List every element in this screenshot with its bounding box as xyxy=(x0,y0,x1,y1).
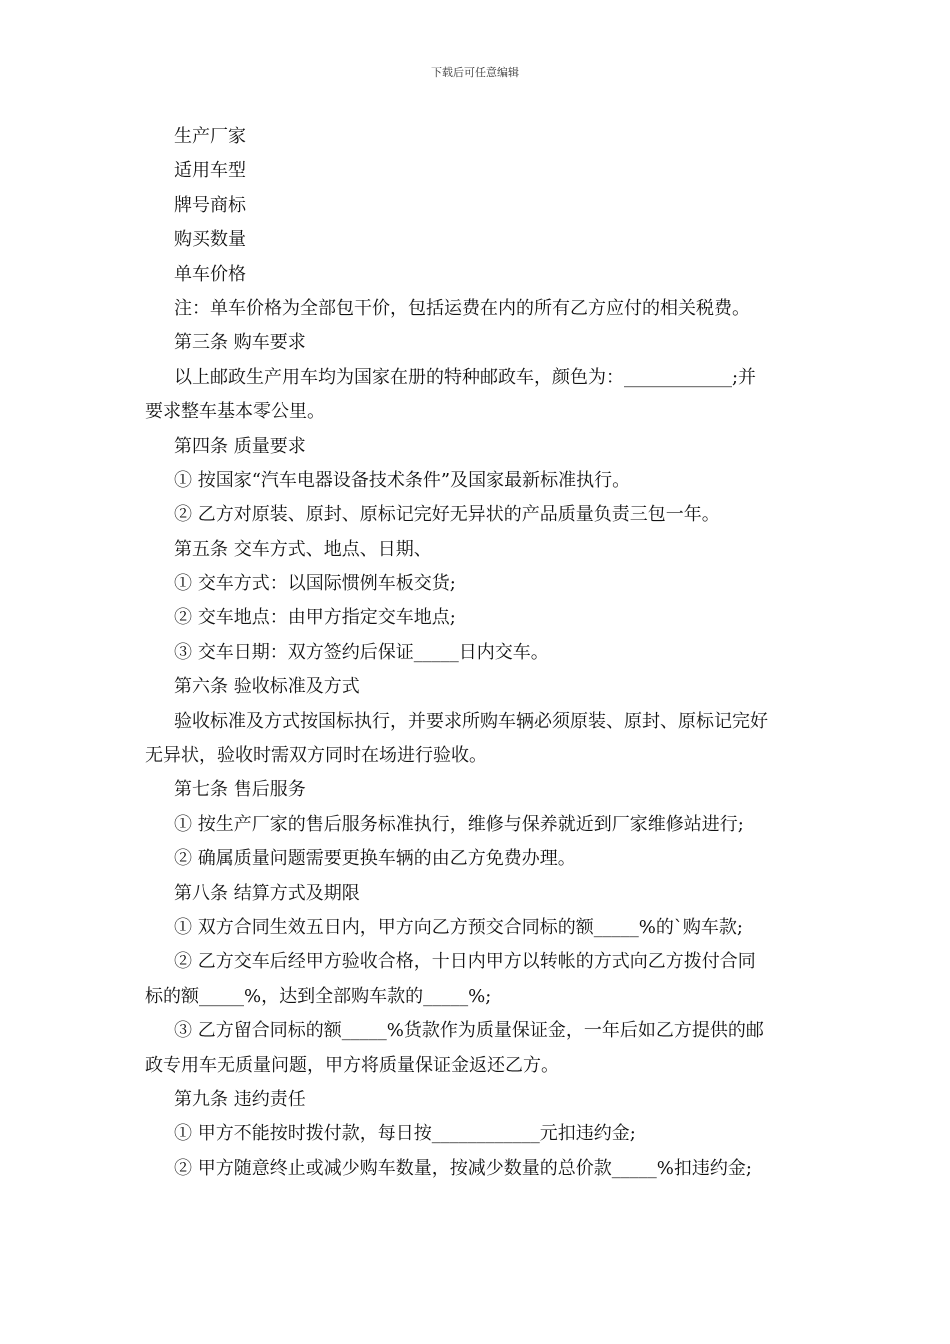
paragraph-line: 适用车型 xyxy=(174,160,246,182)
paragraph-line: ② 乙方交车后经甲方验收合格，十日内甲方以转帐的方式向乙方拨付合同 xyxy=(174,951,756,973)
paragraph-line: 以上邮政生产用车均为国家在册的特种邮政车，颜色为：____________;并 xyxy=(174,366,757,388)
paragraph-line: 第八条 结算方式及期限 xyxy=(174,882,360,904)
paragraph-line: ② 交车地点：由甲方指定交车地点; xyxy=(174,607,456,629)
paragraph-line: ① 按生产厂家的售后服务标准执行，维修与保养就近到厂家维修站进行; xyxy=(174,813,744,835)
paragraph-line: 第七条 售后服务 xyxy=(174,779,306,801)
paragraph-line: 生产厂家 xyxy=(174,126,246,147)
paragraph-line: ③ 乙方留合同标的额_____%货款作为质量保证金，一年后如乙方提供的邮 xyxy=(174,1020,764,1042)
paragraph-line: 第九条 违约责任 xyxy=(174,1088,306,1110)
paragraph-line: ② 确属质量问题需要更换车辆的由乙方免费办理。 xyxy=(174,848,576,870)
paragraph-line: ② 甲方随意终止或减少购车数量，按减少数量的总价款_____%扣违约金; xyxy=(174,1157,752,1179)
paragraph-line: ① 双方合同生效五日内，甲方向乙方预交合同标的额_____%的`购车款; xyxy=(174,916,743,938)
paragraph-line: ② 乙方对原装、原封、原标记完好无异状的产品质量负责三包一年。 xyxy=(174,504,720,526)
paragraph-line: 单车价格 xyxy=(174,263,246,285)
paragraph-line: 注：单车价格为全部包干价，包括运费在内的所有乙方应付的相关税费。 xyxy=(174,297,750,319)
paragraph-line: 标的额_____%，达到全部购车款的_____%; xyxy=(145,985,492,1007)
paragraph-line: 第六条 验收标准及方式 xyxy=(174,676,360,698)
paragraph-line: 牌号商标 xyxy=(174,194,246,216)
document-body xyxy=(145,120,813,1186)
paragraph-line: 第三条 购车要求 xyxy=(174,332,306,354)
paragraph-line: ① 甲方不能按时拨付款，每日按____________元扣违约金; xyxy=(174,1123,636,1145)
page-header: 下载后可任意编辑 xyxy=(431,66,519,79)
paragraph-line: 无异状，验收时需双方同时在场进行验收。 xyxy=(145,745,487,767)
paragraph-line: 第五条 交车方式、地点、日期、 xyxy=(174,538,432,560)
paragraph-line: 要求整车基本零公里。 xyxy=(145,401,325,423)
paragraph-line: ① 交车方式：以国际惯例车板交货; xyxy=(174,573,456,595)
paragraph-line: 购买数量 xyxy=(174,229,246,251)
paragraph-line: 第四条 质量要求 xyxy=(174,435,306,457)
paragraph-line: ③ 交车日期：双方签约后保证_____日内交车。 xyxy=(174,641,549,663)
paragraph-line: ① 按国家“汽车电器设备技术条件”及国家最新标准执行。 xyxy=(174,469,631,491)
paragraph-line: 政专用车无质量问题，甲方将质量保证金返还乙方。 xyxy=(145,1054,559,1076)
paragraph-line: 验收标准及方式按国标执行，并要求所购车辆必须原装、原封、原标记完好 xyxy=(174,710,768,732)
